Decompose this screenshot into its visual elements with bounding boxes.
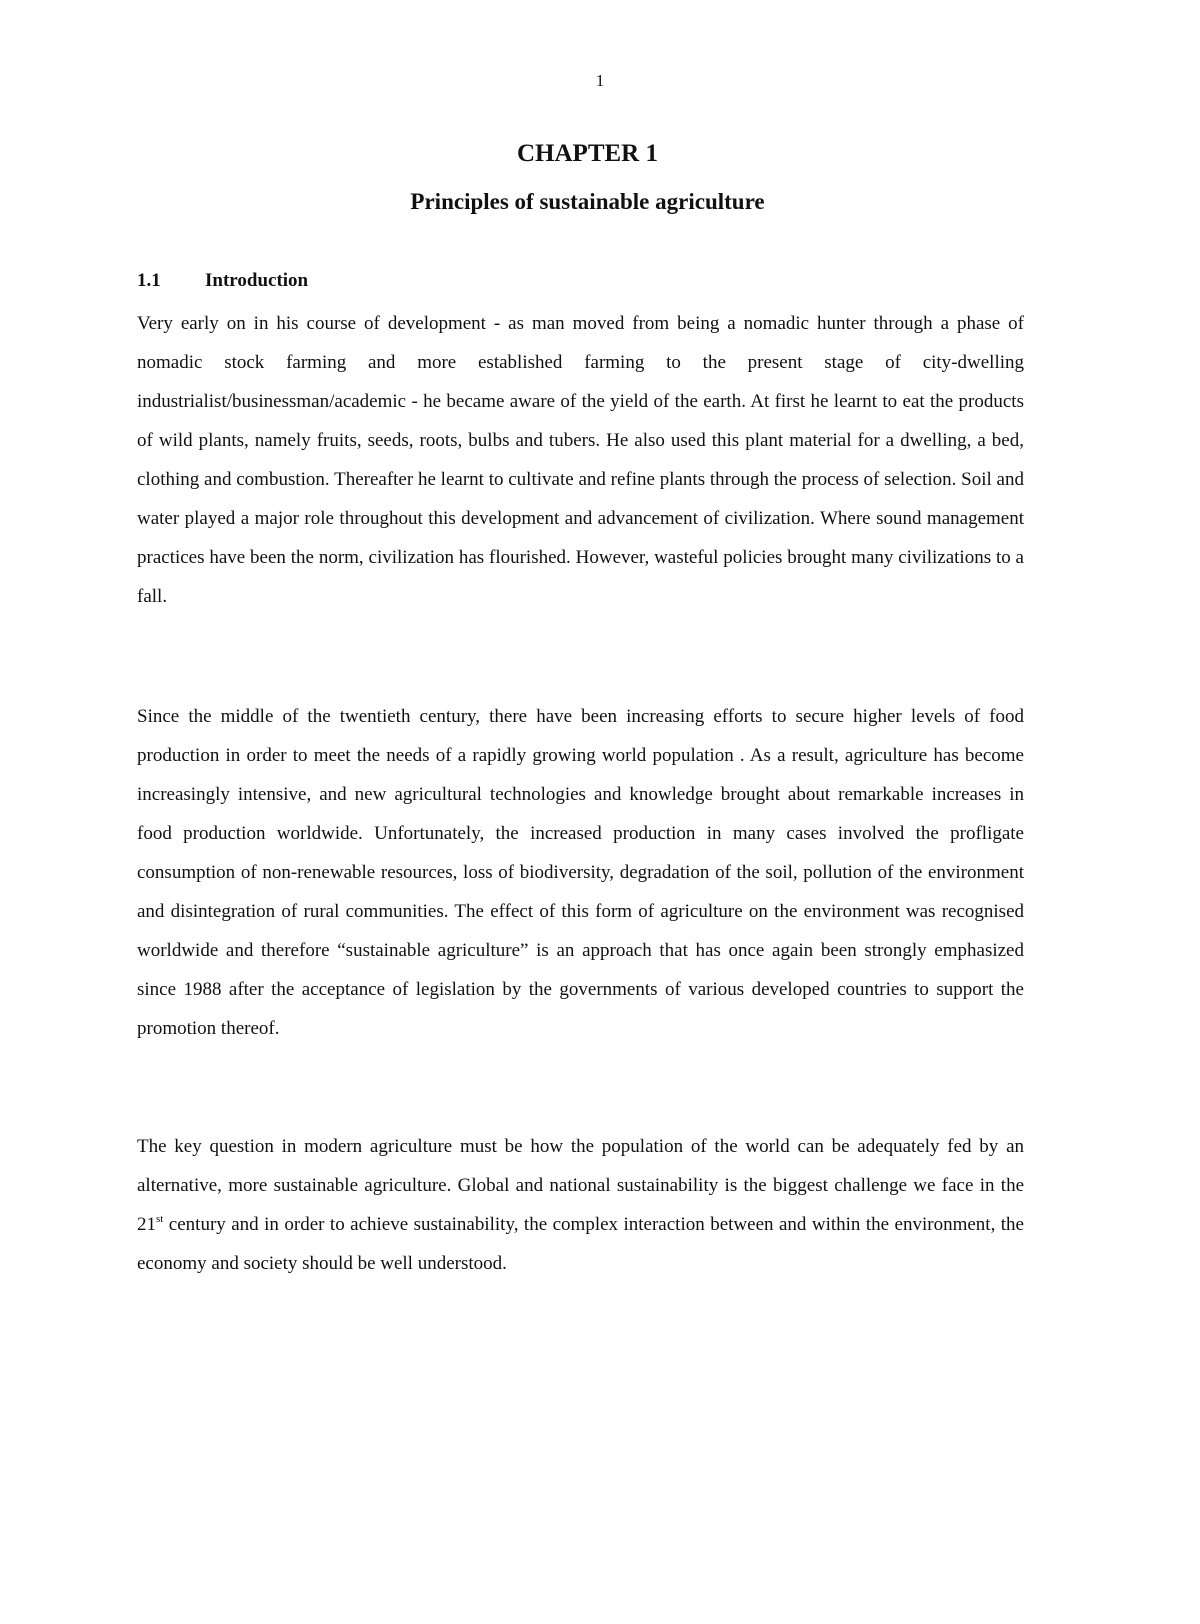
body-paragraph — [137, 1127, 1024, 1283]
page-number: 1 — [595, 71, 605, 90]
section-title: Introduction — [205, 270, 309, 291]
chapter-label: CHAPTER 1 — [517, 140, 658, 167]
body-paragraph: Very early on in his course of development - as man moved from being a nomadic hunter through a phase of nomadic stock farming and more established farming to the present stage of city-dwelling industrialist/businessman/academic - he became aware of the yield of the earth. At first he learnt to eat the products of wild plants, namely fruits, seeds, roots, bulbs and tubers. He also used this plant material for a dwelling, a bed, clothing and combustion. Thereafter he learnt to cultivate and refine plants through the process of selection. Soil and water played a major role throughout this development and advancement of civilization. Where sound management practices have been the norm, civilization has flourished. However, wasteful policies brought many civilizations to a fall. — [137, 313, 1024, 607]
body-paragraph: Since the middle of the twentieth century, there have been increasing efforts to secure higher levels of food production in order to meet the needs of a rapidly growing world population . As a result, agriculture has become increasingly intensive, and new agricultural technologies and knowledge brought about remarkable increases in food production worldwide. Unfortunately, the increased production in many cases involved the profligate consumption of non-renewable resources, loss of biodiversity, degradation of the soil, pollution of the environment and disintegration of rural communities. The effect of this form of agriculture on the environment was recognised worldwide and therefore “sustainable agriculture” is an approach that has once again been strongly emphasized since 1988 after the acceptance of legislation by the governments of various developed countries to support the promotion thereof. — [137, 706, 1024, 1039]
section-heading — [137, 269, 308, 293]
paragraph-text: century and in order to achieve sustainability, the complex interaction between and within the environment, the economy and society should be well understood. — [137, 1214, 1024, 1274]
chapter-title: Principles of sustainable agriculture — [410, 189, 765, 214]
section-number: 1.1 — [137, 270, 161, 291]
paragraph-text: The key question in modern agriculture must be how the population of the world can be adequately fed by an alternative, more sustainable agriculture. Global and national sustainability is the biggest challenge we face in the 21 — [137, 1136, 1024, 1235]
ordinal-superscript: st — [156, 1213, 164, 1225]
